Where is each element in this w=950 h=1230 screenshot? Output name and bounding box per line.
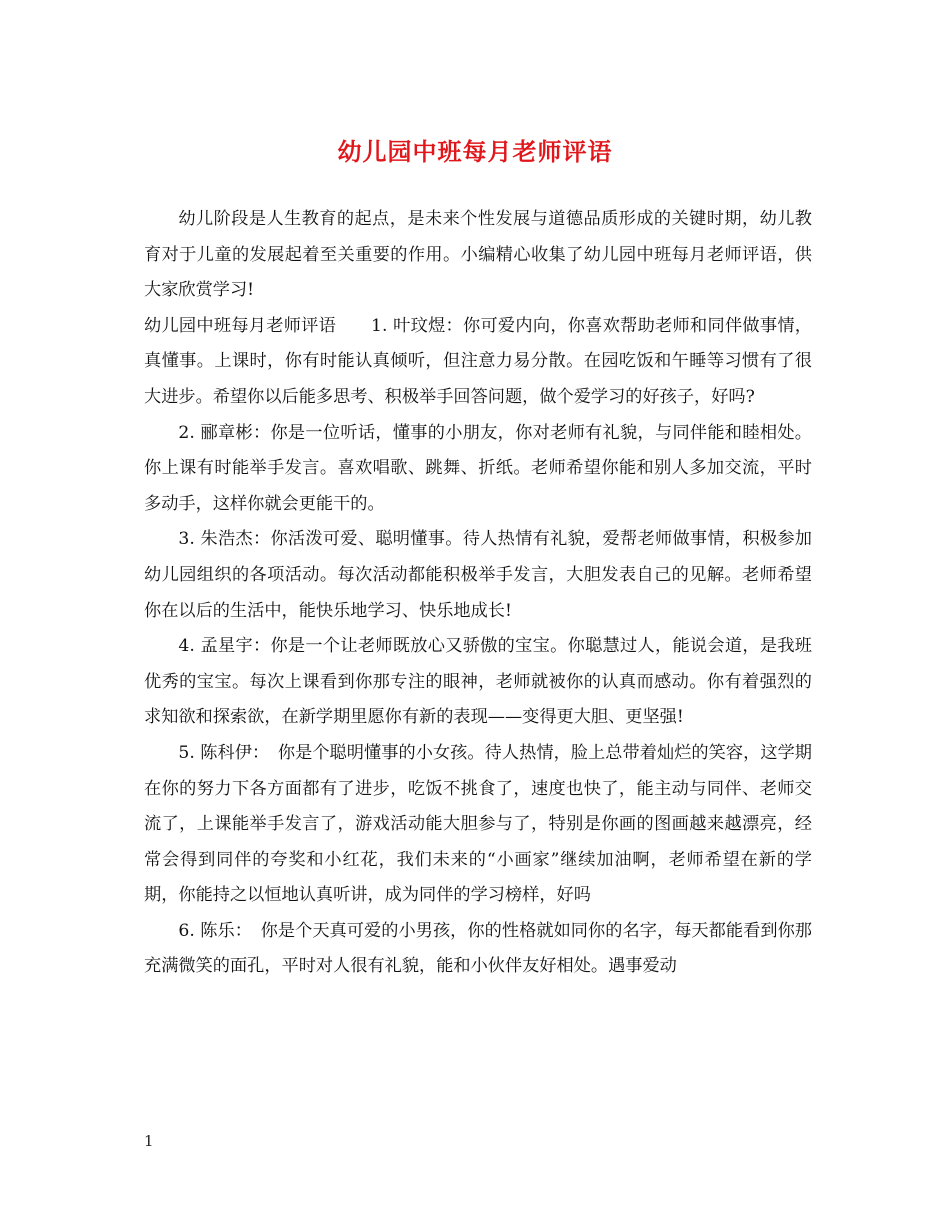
page-number: 1: [144, 1132, 154, 1150]
comment-paragraph-3: 3. 朱浩杰：你活泼可爱、聪明懂事。待人热情有礼貌，爱帮老师做事情，积极参加幼儿园组织的各项活动。每次活动都能积极举手发言，大胆发表自己的见解。老师希望你在以后的生活中，能快乐地学习、快乐地成长!: [144, 529, 812, 621]
comment-paragraph-6: 6. 陈乐： 你是个天真可爱的小男孩，你的性格就如同你的名字，每天都能看到你那充满微笑的面孔，平时对人很有礼貌，能和小伙伴友好相处。遇事爱动: [144, 920, 812, 977]
document-body: [144, 202, 812, 985]
page-title: 幼儿园中班每月老师评语: [337, 137, 613, 166]
comment-paragraph-1: 幼儿园中班每月老师评语 1. 叶玟煜：你可爱内向，你喜欢帮助老师和同伴做事情，真懂事。上课时，你有时能认真倾听，但注意力易分散。在园吃饭和午睡等习惯有了很大进步。希望你以后能多思考、积极举手回答问题，做个爱学习的好孩子，好吗?: [144, 315, 812, 407]
intro-paragraph: 幼儿阶段是人生教育的起点，是未来个性发展与道德品质形成的关键时期，幼儿教育对于儿童的发展起着至关重要的作用。小编精心收集了幼儿园中班每月老师评语，供大家欣赏学习!: [144, 209, 812, 301]
comment-paragraph-2: 2. 郦章彬：你是一位听话，懂事的小朋友，你对老师有礼貌，与同伴能和睦相处。你上课有时能举手发言。喜欢唱歌、跳舞、折纸。老师希望你能和别人多加交流，平时多动手，这样你就会更能干的。: [144, 422, 812, 514]
comment-paragraph-4: 4. 孟星宇：你是一个让老师既放心又骄傲的宝宝。你聪慧过人，能说会道，是我班优秀的宝宝。每次上课看到你那专注的眼神，老师就被你的认真而感动。你有着强烈的求知欲和探索欲，在新学期里愿你有新的表现——变得更大胆、更坚强!: [144, 636, 812, 728]
comment-paragraph-5: 5. 陈科伊： 你是个聪明懂事的小女孩。待人热情，脸上总带着灿烂的笑容，这学期在你的努力下各方面都有了进步，吃饭不挑食了，速度也快了，能主动与同伴、老师交流了，上课能举手发言了，游戏活动能大胆参与了，特别是你画的图画越来越漂亮，经常会得到同伴的夸奖和小红花，我们未来的“小画家”继续加油啊，老师希望在新的学期，你能持之以恒地认真听讲，成为同伴的学习榜样，好吗: [144, 742, 812, 906]
